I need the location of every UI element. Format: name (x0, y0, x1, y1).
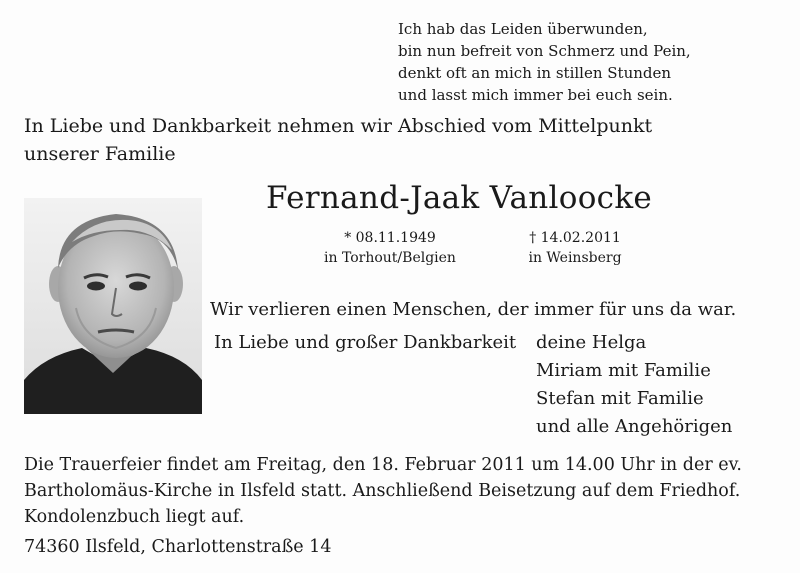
signer: Stefan mit Familie (536, 388, 704, 409)
memorial-poem (398, 18, 778, 106)
funeral-line: Die Trauerfeier findet am Freitag, den 18. Februar 2011 um 14.00 Uhr in der ev. (24, 455, 742, 475)
signers-list (536, 329, 732, 441)
birth-info (300, 228, 480, 268)
signer: Miriam mit Familie (536, 360, 711, 381)
tagline: Wir verlieren einen Menschen, der immer für uns da war. (210, 299, 737, 320)
intro-line: unserer Familie (24, 143, 176, 165)
thanks-line: In Liebe und großer Dankbarkeit (214, 332, 517, 353)
birth-place: in Torhout/Belgien (324, 250, 456, 266)
birth-date: * 08.11.1949 (344, 230, 436, 246)
poem-line: und lasst mich immer bei euch sein. (398, 86, 673, 104)
deceased-name: Fernand-Jaak Vanloocke (266, 180, 653, 216)
death-date: † 14.02.2011 (529, 230, 621, 246)
signer: deine Helga (536, 332, 647, 353)
death-info (500, 228, 650, 268)
signer: und alle Angehörigen (536, 416, 733, 437)
portrait-photo (24, 198, 202, 414)
condolence-address: 74360 Ilsfeld, Charlottenstraße 14 (24, 537, 332, 557)
death-place: in Weinsberg (528, 250, 622, 266)
funeral-line: Kondolenzbuch liegt auf. (24, 507, 245, 527)
funeral-line: Bartholomäus-Kirche in Ilsfeld statt. Anschließend Beisetzung auf dem Friedhof. (24, 481, 741, 501)
intro-line: In Liebe und Dankbarkeit nehmen wir Abschied vom Mittelpunkt (24, 115, 653, 137)
portrait-image (24, 198, 202, 414)
poem-line: bin nun befreit von Schmerz und Pein, (398, 42, 691, 60)
farewell-intro (24, 112, 784, 168)
poem-line: denkt oft an mich in stillen Stunden (398, 64, 672, 82)
funeral-details (24, 452, 794, 530)
poem-line: Ich hab das Leiden überwunden, (398, 20, 648, 38)
